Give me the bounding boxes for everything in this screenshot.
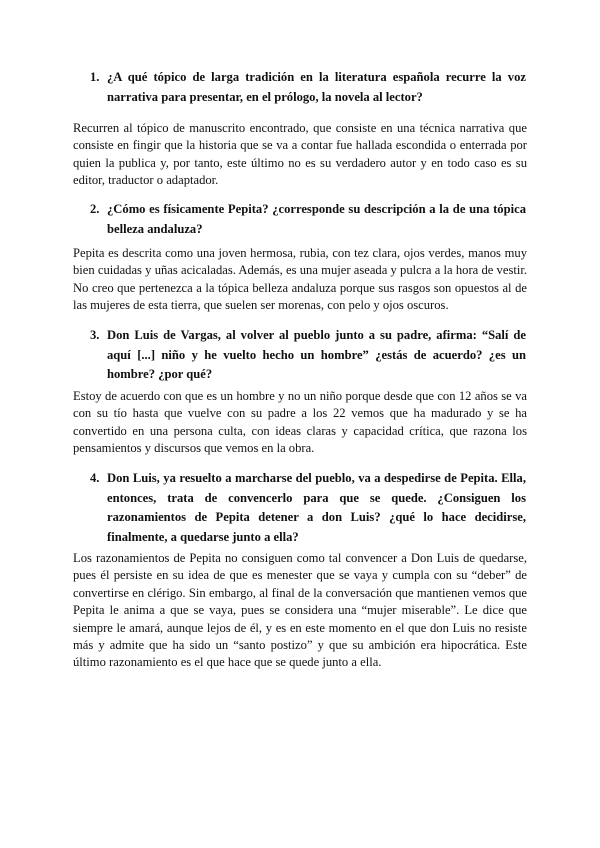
answer-4: Los razonamientos de Pepita no consiguen como tal convencer a Don Luis de quedarse, pues él persiste en su idea de que es menester que se vaya y cumpla con su “deber” de convertirse en clérigo. Sin embargo, al final de la conversación que mantienen vemos que Pepita le anima a que se vaya, pues se considera una “mujer miserable”. Le dice que siempre le amará, aunque lejos de él, y es en este momento en el que don Luis no resiste más y admite que ha sido un “santo postizo” y que su ambición era hipocrática. Este último razonamiento es el que hace que se quede junto a ella. (73, 551, 527, 670)
answer-2: Pepita es descrita como una joven hermosa, rubia, con tez clara, ojos verdes, manos muy bien cuidadas y uñas acicaladas. Además, es una mujer aseada y pulcra a la hora de vestir. No creo que pertenezca a la tópica belleza andaluza porque sus rasgos son opuestos al de las mujeres de esta tierra, que suelen ser morenas, con pelo y ojos oscuros. (73, 246, 527, 313)
question-text: Don Luis de Vargas, al volver al pueblo junto a su padre, afirma: “Salí de aquí [...] niño y he vuelto hecho un hombre” ¿estás de acuerdo? ¿es un hombre? ¿por qué? (107, 328, 526, 381)
question-1 (90, 68, 526, 107)
question-number: 3. (90, 328, 100, 342)
question-text: ¿Cómo es físicamente Pepita? ¿corresponde su descripción a la de una tópica belleza andaluza? (107, 202, 526, 236)
question-4 (90, 469, 526, 547)
question-text: Don Luis, ya resuelto a marcharse del pueblo, va a despedirse de Pepita. Ella, entonces, trata de convencerlo para que se quede. ¿Consiguen los razonamientos de Pepita detener a don Luis? ¿qué lo hace decidirse, finalmente, a quedarse junto a ella? (107, 471, 526, 544)
answer-3: Estoy de acuerdo con que es un hombre y no un niño porque desde que con 12 años se va con su tío hasta que vuelve con su padre a los 22 vemos que ha madurado y se ha convertido en una persona culta, con ideas claras y capacidad crítica, que razona los pensamientos y discursos que vemos en la obra. (73, 389, 527, 456)
answer-1: Recurren al tópico de manuscrito encontrado, que consiste en una técnica narrativa que consiste en fingir que la historia que se va a contar fue hallada escondida o enterrada por quien la publica y, por tanto, este último no es su verdadero autor y en todo caso es su editor, traductor o adaptador. (73, 121, 527, 188)
question-2 (90, 200, 526, 239)
question-number: 2. (90, 202, 100, 216)
question-number: 1. (90, 70, 100, 84)
question-3 (90, 326, 526, 385)
question-text: ¿A qué tópico de larga tradición en la literatura española recurre la voz narrativa para presentar, en el prólogo, la novela al lector? (107, 70, 526, 104)
question-number: 4. (90, 471, 100, 485)
